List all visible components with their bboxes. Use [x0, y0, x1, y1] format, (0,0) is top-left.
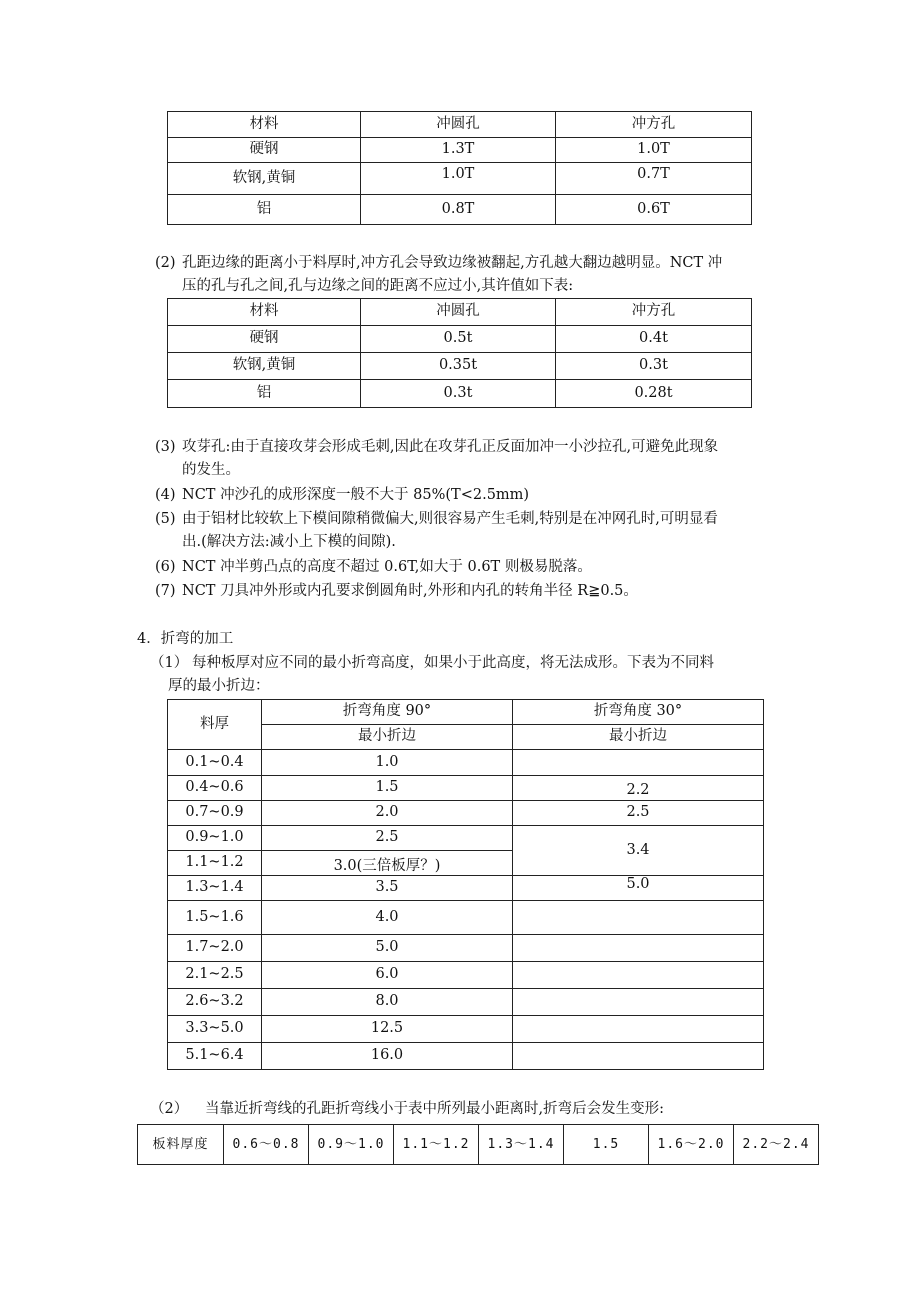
table-cell: 软钢,黄铜: [168, 163, 361, 195]
table-cell: [513, 1016, 764, 1043]
table-cell: 2.0: [262, 801, 513, 826]
table-cell: 2.5: [262, 826, 513, 851]
table-cell: 5.1~6.4: [168, 1043, 262, 1070]
table-cell: 0.7~0.9: [168, 801, 262, 826]
table-cell: 1.0T: [361, 163, 556, 195]
paragraph-2: [155, 252, 795, 298]
table-cell: 2.1~2.5: [168, 962, 262, 989]
table-cell: [513, 962, 764, 989]
hole-distance-table: [137, 1124, 819, 1165]
table-cell: 铝: [168, 380, 361, 408]
paragraph-line: 由于铝材比较软上下模间隙稍微偏大,则很容易产生毛刺,特别是在冲网孔时,可明显看: [182, 511, 718, 527]
header-bend-90: 折弯角度 90°: [262, 700, 513, 725]
item-number: （2）: [150, 1101, 189, 1117]
table-cell: 0.6T: [556, 195, 752, 225]
table-cell: 5.0: [262, 935, 513, 962]
table-cell: 6.0: [262, 962, 513, 989]
table-cell: 1.5: [564, 1125, 649, 1165]
header-min-flange-90: 最小折边: [262, 725, 513, 750]
item-number: (2): [155, 255, 176, 271]
header-thickness: 料厚: [168, 700, 262, 750]
table-cell: 0.28t: [556, 380, 752, 408]
table-cell: 0.5t: [361, 326, 556, 353]
table-cell: 1.7~2.0: [168, 935, 262, 962]
header-min-flange-30: 最小折边: [513, 725, 764, 750]
item-number: (6): [155, 559, 176, 575]
table-cell: [513, 750, 764, 776]
note-5: [155, 508, 795, 554]
table-cell: 2.6~3.2: [168, 989, 262, 1016]
header-square-hole: 冲方孔: [556, 112, 752, 138]
table-cell: 软钢,黄铜: [168, 353, 361, 380]
item-number: (5): [155, 511, 176, 527]
table-cell: [513, 989, 764, 1016]
section-heading: 4．折弯的加工: [137, 631, 234, 647]
header-square-hole: 冲方孔: [556, 299, 752, 326]
item-number: （1）: [150, 655, 189, 671]
table-cell: 1.3~1.4: [168, 876, 262, 901]
table-cell: 8.0: [262, 989, 513, 1016]
paragraph-line: NCT 冲沙孔的成形深度一般不大于 85%(T<2.5mm): [182, 487, 530, 503]
table-cell: 2.5: [513, 801, 764, 826]
table-cell: 1.6～2.0: [649, 1125, 734, 1165]
table-cell: [513, 1043, 764, 1070]
table-cell: 2.2: [513, 776, 764, 801]
header-material: 材料: [168, 112, 361, 138]
table-cell: 板料厚度: [138, 1125, 224, 1165]
section4-item2: [150, 1098, 800, 1121]
table-cell: 0.4t: [556, 326, 752, 353]
item-number: (7): [155, 583, 176, 599]
table-cell: 4.0: [262, 901, 513, 935]
note-3: [155, 436, 795, 482]
hole-size-table: [167, 111, 752, 225]
table-cell: 16.0: [262, 1043, 513, 1070]
table-cell: 0.1~0.4: [168, 750, 262, 776]
table-cell: 1.1～1.2: [394, 1125, 479, 1165]
note-6: [155, 556, 795, 579]
table-cell: [513, 935, 764, 962]
table-cell: 0.6～0.8: [224, 1125, 309, 1165]
table-cell: 硬钢: [168, 326, 361, 353]
table-cell: 12.5: [262, 1016, 513, 1043]
paragraph-line: 的发生。: [182, 462, 240, 478]
table-cell: 1.3～1.4: [479, 1125, 564, 1165]
item-number: (3): [155, 439, 176, 455]
paragraph-line: 每种板厚对应不同的最小折弯高度，如果小于此高度，将无法成形。下表为不同料: [192, 655, 714, 671]
header-bend-30: 折弯角度 30°: [513, 700, 764, 725]
min-flange-table: [167, 699, 764, 1070]
table-cell: 3.3~5.0: [168, 1016, 262, 1043]
paragraph-line: 出.(解决方法:减小上下模的间隙).: [182, 534, 396, 550]
table-cell: 3.4: [513, 826, 764, 876]
table-cell: 0.9~1.0: [168, 826, 262, 851]
table-cell: 1.5: [262, 776, 513, 801]
table-cell: 硬钢: [168, 138, 361, 163]
table-cell: 0.7T: [556, 163, 752, 195]
table-cell: [513, 901, 764, 935]
hole-spacing-table: [167, 298, 752, 408]
table-cell: 1.3T: [361, 138, 556, 163]
paragraph-line: NCT 刀具冲外形或内孔要求倒圆角时,外形和内孔的转角半径 R≧0.5。: [182, 583, 638, 599]
paragraph-line: NCT 冲半剪凸点的高度不超过 0.6T,如大于 0.6T 则极易脱落。: [182, 559, 592, 575]
table-cell: 1.5~1.6: [168, 901, 262, 935]
table-cell: 1.1~1.2: [168, 851, 262, 876]
table-cell: 3.0(三倍板厚？): [262, 851, 513, 876]
table-cell: 0.3t: [361, 380, 556, 408]
header-round-hole: 冲圆孔: [361, 299, 556, 326]
section4-item1: [150, 652, 800, 698]
table-cell: 0.8T: [361, 195, 556, 225]
table-cell: 2.2～2.4: [734, 1125, 819, 1165]
note-7: [155, 580, 795, 603]
table-cell: 0.35t: [361, 353, 556, 380]
item-number: (4): [155, 487, 176, 503]
table-cell: 0.9～1.0: [309, 1125, 394, 1165]
note-4: [155, 484, 795, 507]
paragraph-line: 攻芽孔:由于直接攻芽会形成毛刺,因此在攻芽孔正反面加冲一小沙拉孔,可避免此现象: [182, 439, 719, 455]
table-cell: 0.4~0.6: [168, 776, 262, 801]
paragraph-line: 厚的最小折边：: [168, 678, 270, 694]
table-cell: 1.0: [262, 750, 513, 776]
paragraph-line: 当靠近折弯线的孔距折弯线小于表中所列最小距离时,折弯后会发生变形:: [205, 1101, 664, 1117]
paragraph-line: 压的孔与孔之间,孔与边缘之间的距离不应过小,其许值如下表:: [182, 278, 574, 294]
paragraph-line: 孔距边缘的距离小于料厚时,冲方孔会导致边缘被翻起,方孔越大翻边越明显。NCT 冲: [182, 255, 723, 271]
table-cell: 铝: [168, 195, 361, 225]
table-cell: 0.3t: [556, 353, 752, 380]
header-material: 材料: [168, 299, 361, 326]
header-round-hole: 冲圆孔: [361, 112, 556, 138]
table-cell: 3.5: [262, 876, 513, 901]
table-cell: 5.0: [513, 876, 764, 901]
table-cell: 1.0T: [556, 138, 752, 163]
